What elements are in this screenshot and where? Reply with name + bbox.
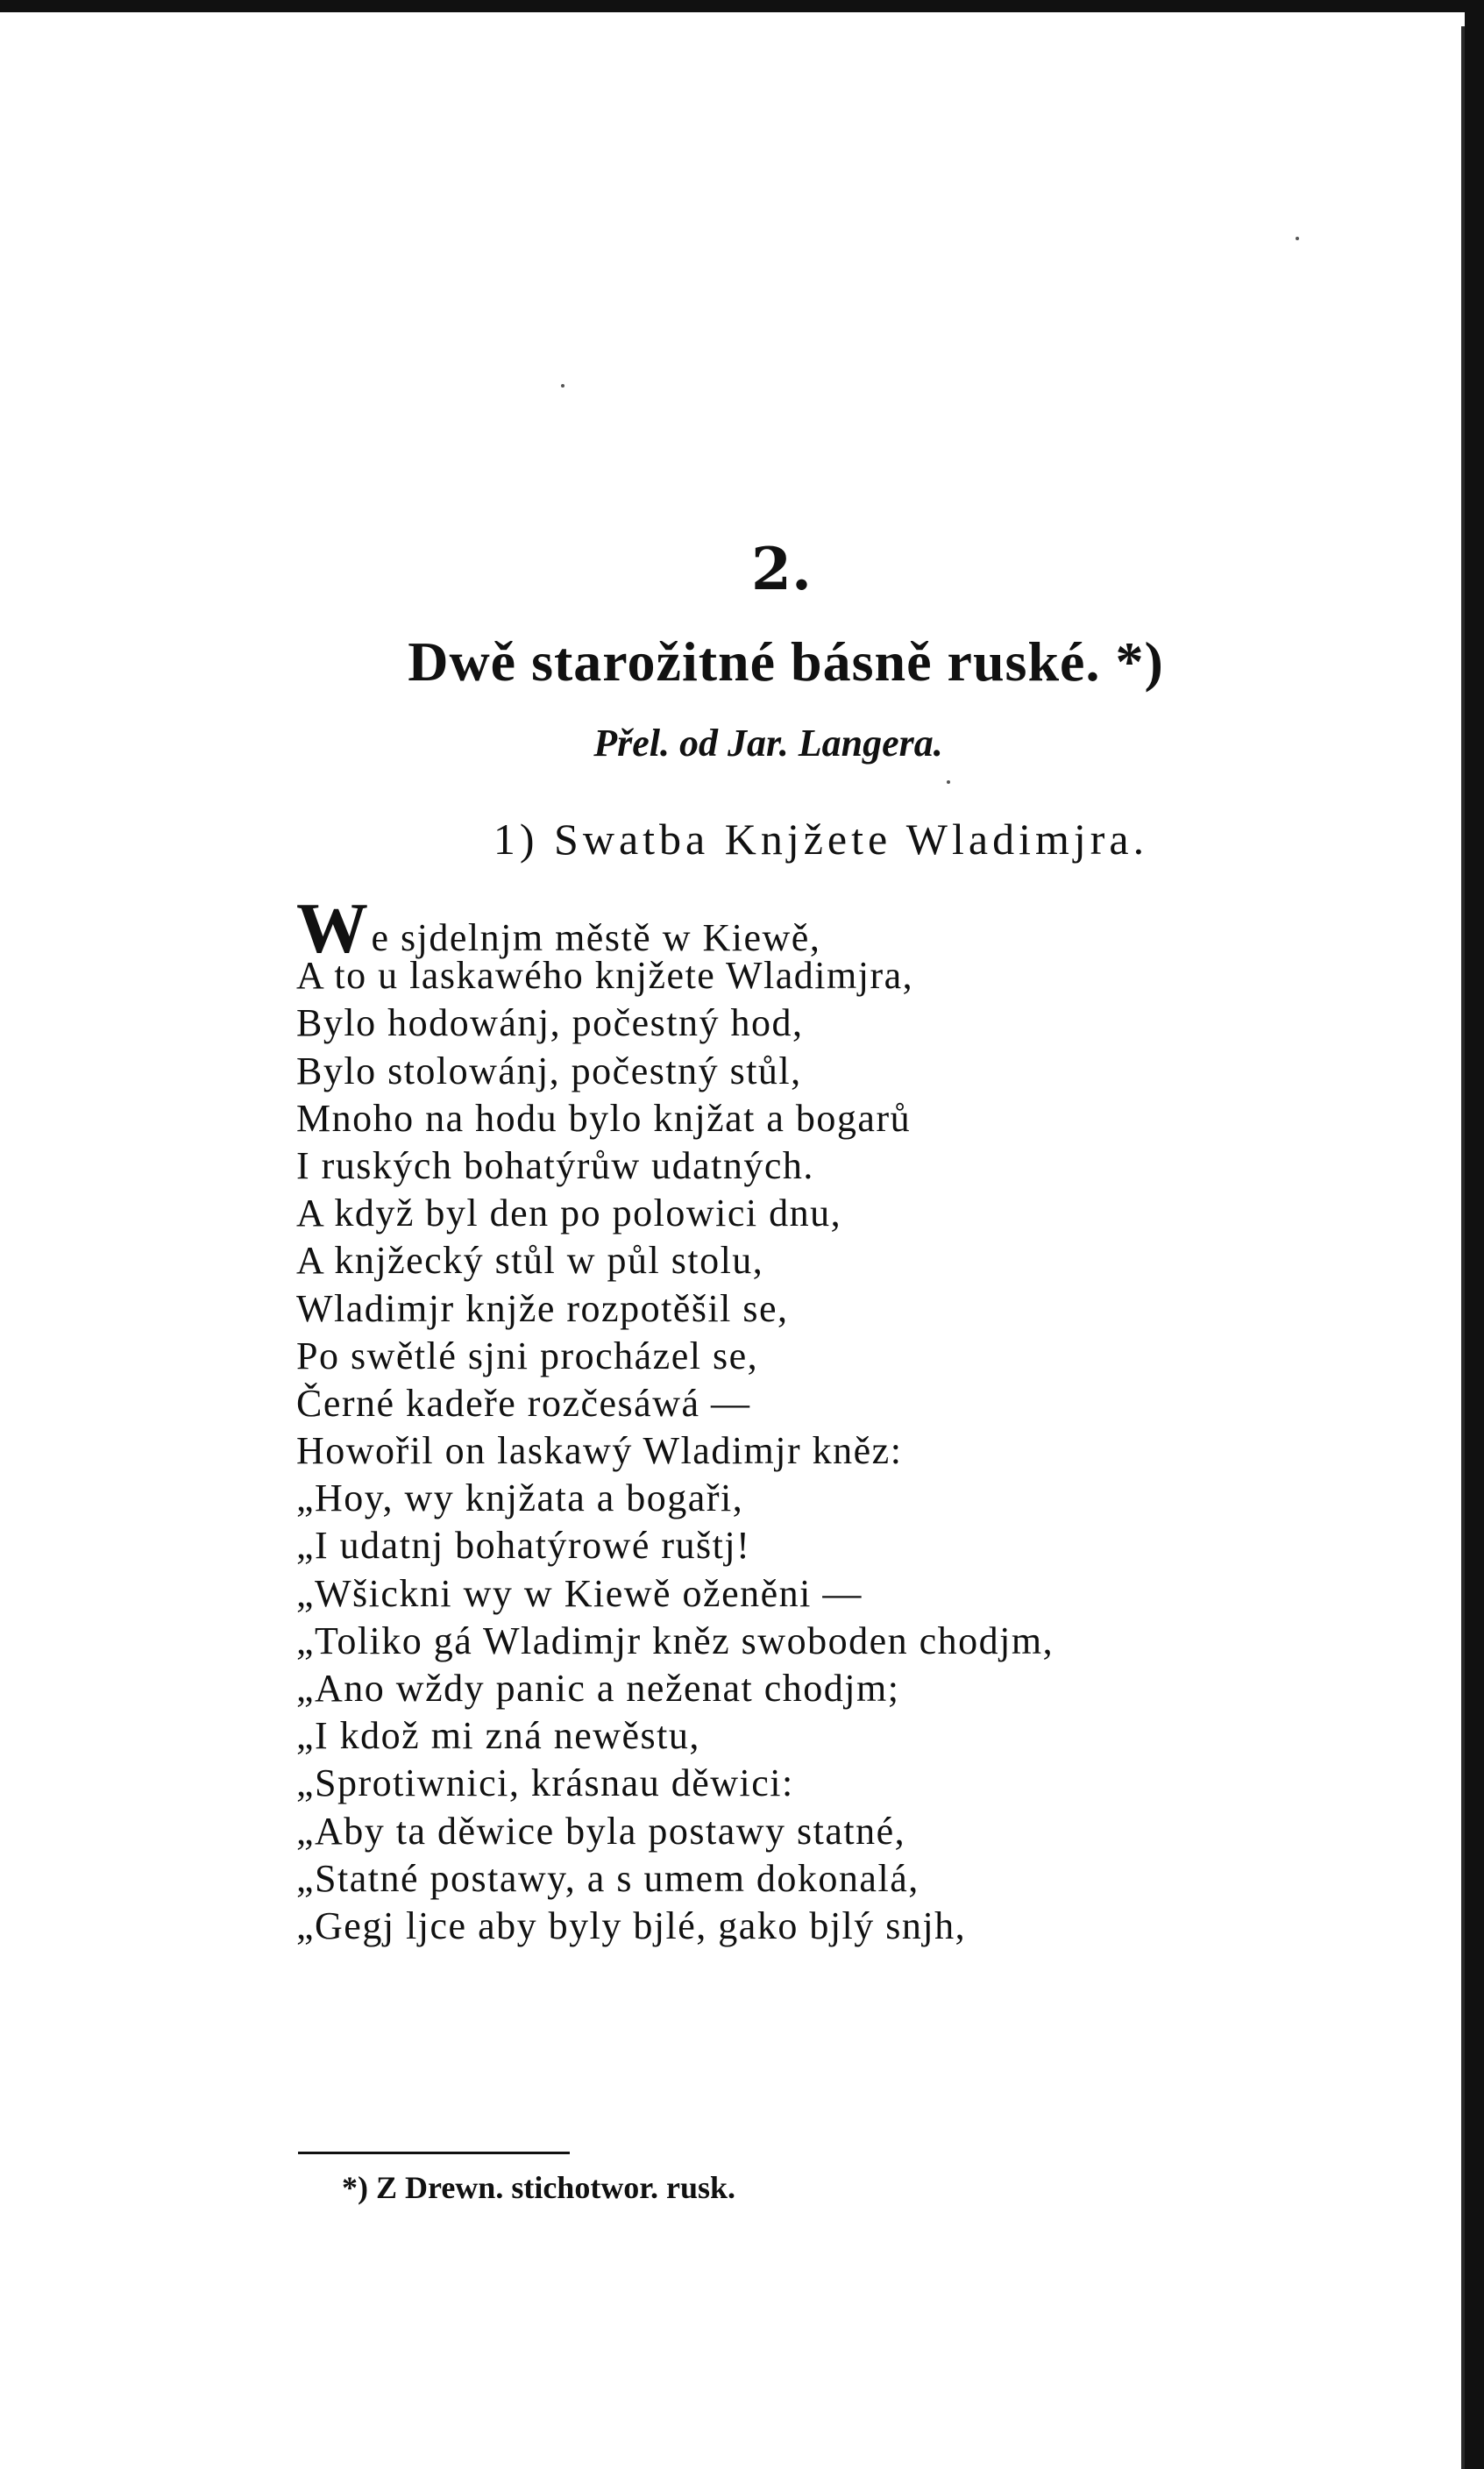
poem-line: „Statné postawy, a s umem dokonalá, [296, 1856, 920, 1900]
poem-line: I ruských bohatýrůw udatných. [296, 1143, 814, 1187]
paper-speck [1296, 237, 1299, 240]
poem-line: „Sprotiwnici, krásnau děwici: [296, 1761, 794, 1805]
section-number: 2. [751, 535, 812, 603]
poem-line: „I udatnj bohatýrowé ruštj! [296, 1524, 751, 1568]
paper-speck [947, 780, 950, 784]
scan-border-right [1465, 0, 1484, 2469]
poem-line: Bylo hodowánj, počestný hod, [296, 1001, 804, 1045]
chapter-title: Dwě starožitné básně ruské. *) [408, 630, 1164, 693]
poem-line: Howořil on laskawý Wladimjr kněz: [296, 1429, 903, 1473]
poem-line: „Wšickni wy w Kiewě oženěni — [296, 1571, 863, 1615]
footnote: *) Z Drewn. stichotwor. rusk. [342, 2170, 736, 2205]
poem-line: „Ano wždy panic a neženat chodjm; [296, 1667, 900, 1710]
poem-line: A to u laskawého knjžete Wladimjra, [296, 954, 914, 998]
paper-speck [561, 384, 564, 388]
poem-text [296, 888, 1190, 1950]
poem-line: Wladimjr knjže rozpotěšil se, [296, 1286, 789, 1330]
poem-line: „Toliko gá Wladimjr kněz swoboden chodjm, [296, 1619, 1054, 1662]
poem-line-text: e sjdelnjm městě w Kiewě, [371, 916, 821, 959]
poem-line: A knjžecký stůl w půl stolu, [296, 1239, 764, 1283]
poem-line: Mnoho na hodu bylo knjžat a bogarů [296, 1096, 912, 1140]
poem-line: Černé kadeře rozčesáwá — [296, 1381, 751, 1425]
footnote-divider [298, 2152, 570, 2154]
poem-line: Bylo stolowánj, počestný stůl, [296, 1049, 802, 1092]
translator-credit: Přel. od Jar. Langera. [593, 722, 943, 765]
drop-cap: W [296, 888, 370, 968]
poem-line: A když byl den po polowici dnu, [296, 1192, 842, 1235]
poem-title: 1) Swatba Knjžete Wladimjra. [493, 815, 1149, 864]
poem-line: „Aby ta děwice byla postawy statné, [296, 1809, 906, 1853]
poem-line: „Hoy, wy knjžata a bogaři, [296, 1476, 744, 1520]
poem-line: Po swětlé sjni procházel se, [296, 1334, 759, 1377]
poem-line: „I kdož mi zná newěstu, [296, 1714, 700, 1758]
poem-line [296, 888, 1190, 968]
scan-border-top [0, 0, 1484, 12]
poem-line: „Gegj ljce aby byly bjlé, gako bjlý snjh, [296, 1903, 967, 1947]
scan-border-right-inner [1461, 26, 1465, 2469]
